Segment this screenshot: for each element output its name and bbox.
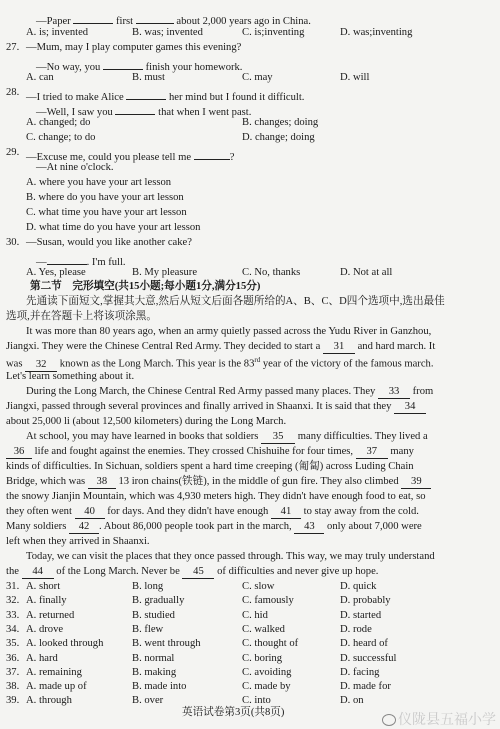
watermark	[382, 713, 496, 727]
passage-p3-line7	[6, 522, 422, 534]
option-number: 33.	[6, 609, 20, 621]
option-d: D. successful	[340, 652, 397, 664]
option-d: D. started	[340, 609, 382, 621]
passage-p1-line3	[6, 357, 434, 372]
p4l2-post: of difficulties and never give up hope.	[217, 566, 379, 577]
blank-32: 32	[25, 360, 57, 372]
option-a: A. finally	[26, 595, 67, 607]
blank-36: 36	[6, 447, 32, 459]
p3l7-post: only about 7,000 were	[327, 521, 422, 532]
q30-option-a: A. Yes, please	[26, 267, 86, 278]
blank-38: 38	[88, 477, 116, 489]
q27-option-b: B. must	[132, 72, 165, 83]
q26-option-d: D. was;inventing	[340, 27, 413, 38]
p3l6-pre: they often went	[6, 506, 72, 517]
p1l2-pre: Jiangxi. They were the Chinese Central Red Army. They decided to start a	[6, 341, 321, 352]
blank-40: 40	[75, 507, 105, 519]
option-d: D. on	[340, 695, 364, 707]
blank-44: 44	[22, 567, 54, 579]
p1l3-pre: was	[6, 358, 23, 370]
q27-line2-pre: —No way, you	[36, 62, 101, 73]
q27-option-d: D. will	[340, 72, 370, 83]
option-number: 37.	[6, 666, 20, 678]
q30-line1: —Susan, would you like another cake?	[26, 237, 192, 248]
option-c: C. into	[242, 695, 271, 707]
q30-line2: — . I'm full.	[36, 253, 126, 269]
q30-option-b: B. My pleasure	[132, 267, 198, 278]
option-b: B. went through	[132, 638, 201, 650]
option-b: B. made into	[132, 681, 187, 693]
passage-p2-line3: about 25,000 li (about 12,500 kilometers) during the Long March.	[6, 416, 287, 427]
option-d: D. facing	[340, 666, 380, 678]
p1l3-post: year of the victory of the famous march.	[262, 358, 434, 370]
passage-p2-line2	[6, 402, 426, 414]
option-d: D. quick	[340, 581, 377, 592]
option-number: 38.	[6, 681, 20, 693]
option-c: C. famously	[242, 595, 294, 607]
q28-line1-post: her mind but I found it difficult.	[168, 92, 305, 103]
option-b: B. normal	[132, 652, 175, 664]
q27-line2-post: finish your homework.	[145, 62, 243, 73]
option-c: C. hid	[242, 609, 268, 621]
q29-number: 29.	[6, 147, 20, 158]
option-b: B. gradually	[132, 595, 185, 607]
q26-blank-1	[73, 12, 113, 24]
option-d: D. rode	[340, 623, 372, 635]
q26-option-c: C. is;inventing	[242, 27, 305, 38]
q29-option-a: A. where you have your art lesson	[26, 177, 172, 188]
option-a: A. returned	[26, 609, 75, 621]
q27-line1: —Mum, may I play computer games this evening?	[26, 42, 242, 53]
passage-p4-line2	[6, 567, 378, 579]
q26-blank-2	[136, 12, 174, 24]
passage-p3-line8: left when they arrived in Shaanxi.	[6, 536, 150, 547]
option-number: 34.	[6, 623, 20, 635]
option-d: D. heard of	[340, 638, 388, 650]
option-b: B. over	[132, 695, 164, 707]
passage-p3-line3: kinds of difficulties. In Sichuan, soldiers spent a hard time creeping (匍匐) across Luding Chain	[6, 461, 414, 472]
p3l2-mid: life and fought against the enemies. They crossed Chishuihe for four times,	[34, 446, 354, 457]
option-number: 35.	[6, 638, 20, 650]
blank-39: 39	[401, 477, 431, 489]
option-number: 32.	[6, 595, 20, 607]
q29-option-c: C. what time you have your art lesson	[26, 207, 187, 218]
q28-option-c: C. change; to do	[26, 132, 96, 143]
option-a: A. hard	[26, 652, 58, 664]
option-a: A. short	[26, 581, 61, 592]
blank-42: 42	[69, 522, 99, 534]
p3l1-pre: At school, you may have learned in books that soldiers	[26, 431, 259, 442]
passage-p3-line1	[26, 432, 428, 444]
passage-p2-line1	[26, 387, 433, 399]
passage-p3-line4	[6, 477, 431, 489]
option-b: B. making	[132, 666, 177, 678]
section-instruction-1: 先通读下面短文,掌握其大意,然后从短文后面各题所给的A、B、C、D四个选项中,选出最佳	[26, 296, 445, 307]
q26-stem-pre: —Paper	[36, 16, 71, 27]
option-c: C. thought of	[242, 638, 299, 650]
passage-p1-line2	[6, 342, 435, 354]
option-d: D. probably	[340, 595, 391, 607]
p3l7-pre: Many soldiers	[6, 521, 67, 532]
passage-p3-line5: the snowy Jianjin Mountain, which was 4,930 meters high. They didn't have enough food to eat, so	[6, 491, 426, 502]
q30-number: 30.	[6, 237, 20, 248]
option-b: B. long	[132, 581, 164, 592]
option-d: D. made for	[340, 681, 391, 693]
q28-option-b: B. changes; doing	[242, 117, 319, 128]
option-b: B. flew	[132, 623, 164, 635]
option-a: A. remaining	[26, 666, 82, 678]
page-footer: 英语试卷第3页(共8页)	[182, 707, 285, 718]
q29-line1-post: ?	[229, 152, 235, 163]
passage-p1-line4: Let's learn something about it.	[6, 371, 135, 382]
q30-option-d: D. Not at all	[340, 267, 393, 278]
option-number: 31.	[6, 581, 20, 592]
blank-31: 31	[323, 342, 355, 354]
q28-line1	[26, 88, 304, 104]
q26-stem-mid: first	[116, 16, 134, 27]
q27-blank	[103, 58, 143, 70]
p1l3-sup: rd	[254, 356, 261, 364]
q30-option-c: C. No, thanks	[242, 267, 301, 278]
blank-45: 45	[182, 567, 214, 579]
option-c: C. avoiding	[242, 666, 292, 678]
option-a: A. drove	[26, 623, 64, 635]
option-c: C. made by	[242, 681, 291, 693]
q29-blank	[194, 148, 230, 160]
q30-line2-post: . I'm full.	[86, 257, 126, 268]
p4l2-pre: the	[6, 566, 19, 577]
watermark-text: 仪陇县五福小学	[398, 712, 496, 728]
option-number: 39.	[6, 695, 20, 707]
option-a: A. looked through	[26, 638, 104, 650]
q28-line2-pre: —Well, I saw you	[36, 107, 113, 118]
passage-p3-line6	[6, 507, 419, 519]
passage-p1-line1: It was more than 80 years ago, when an army quietly passed across the Yudu River in Ganzhou,	[26, 326, 432, 337]
blank-37: 37	[356, 447, 388, 459]
p3l6-mid: for days. And they didn't have enough	[107, 506, 269, 517]
q28-blank-2	[115, 103, 155, 115]
q27-option-c: C. may	[242, 72, 273, 83]
p2l1-post: from	[412, 386, 434, 397]
option-c: C. walked	[242, 623, 285, 635]
q29-option-d: D. what time do you have your art lesson	[26, 222, 201, 233]
p3l4-mid: 13 iron chains(铁链), in the middle of gun fire. They also climbed	[118, 476, 399, 487]
passage-p4-line1: Today, we can visit the places that they once passed through. This way, we may truly understand	[26, 551, 435, 562]
p3l2-post: many	[390, 446, 414, 457]
q26-stem	[36, 12, 311, 28]
q26-option-b: B. was; invented	[132, 27, 203, 38]
p1l3-mid: known as the Long March. This year is the 83	[59, 358, 255, 370]
q26-stem-end: about 2,000 years ago in China.	[176, 16, 311, 27]
p3l4-pre: Bridge, which was	[6, 476, 86, 487]
section-instruction-2: 选项,并在答题卡上将该项涂黑。	[6, 311, 157, 322]
section-heading: 第二节 完形填空(共15小题;每小题1分,满分15分)	[30, 281, 261, 292]
blank-41: 41	[271, 507, 301, 519]
p3l7-mid: . About 86,000 people took part in the march,	[98, 521, 292, 532]
q28-option-d: D. change; doing	[242, 132, 315, 143]
q29-line1-pre: —Excuse me, could you please tell me	[26, 152, 192, 163]
p3l1-post: many difficulties. They lived a	[297, 431, 428, 442]
blank-43: 43	[294, 522, 324, 534]
p2l2-pre: Jiangxi, passed through several provinces and finally arrived in Shaanxi. It is said that they	[6, 401, 392, 412]
q29-option-b: B. where do you have your art lesson	[26, 192, 184, 203]
option-c: C. boring	[242, 652, 283, 664]
q28-option-a: A. changed; do	[26, 117, 91, 128]
passage-p3-line2	[6, 447, 414, 459]
p3l6-post: to stay away from the cold.	[303, 506, 419, 517]
q30-blank	[47, 253, 87, 265]
wechat-icon	[382, 714, 396, 726]
option-b: B. studied	[132, 609, 175, 621]
q27-option-a: A. can	[26, 72, 54, 83]
p2l1-pre: During the Long March, the Chinese Central Red Army passed many places. They	[26, 386, 376, 397]
blank-33: 33	[378, 387, 410, 399]
q28-blank-1	[126, 88, 166, 100]
q27-number: 27.	[6, 42, 20, 53]
q28-line2-post: that when I went past.	[158, 107, 252, 118]
q29-line2: —At nine o'clock.	[36, 162, 114, 173]
q28-number: 28.	[6, 87, 20, 98]
option-a: A. made up of	[26, 681, 87, 693]
option-number: 36.	[6, 652, 20, 664]
option-a: A. through	[26, 695, 72, 707]
p1l2-post: and hard march. It	[357, 341, 436, 352]
blank-34: 34	[394, 402, 426, 414]
p4l2-mid: of the Long March. Never be	[56, 566, 180, 577]
q28-line1-pre: —I tried to make Alice	[26, 92, 124, 103]
option-c: C. slow	[242, 581, 275, 592]
q26-option-a: A. is; invented	[26, 27, 89, 38]
blank-35: 35	[261, 432, 295, 444]
